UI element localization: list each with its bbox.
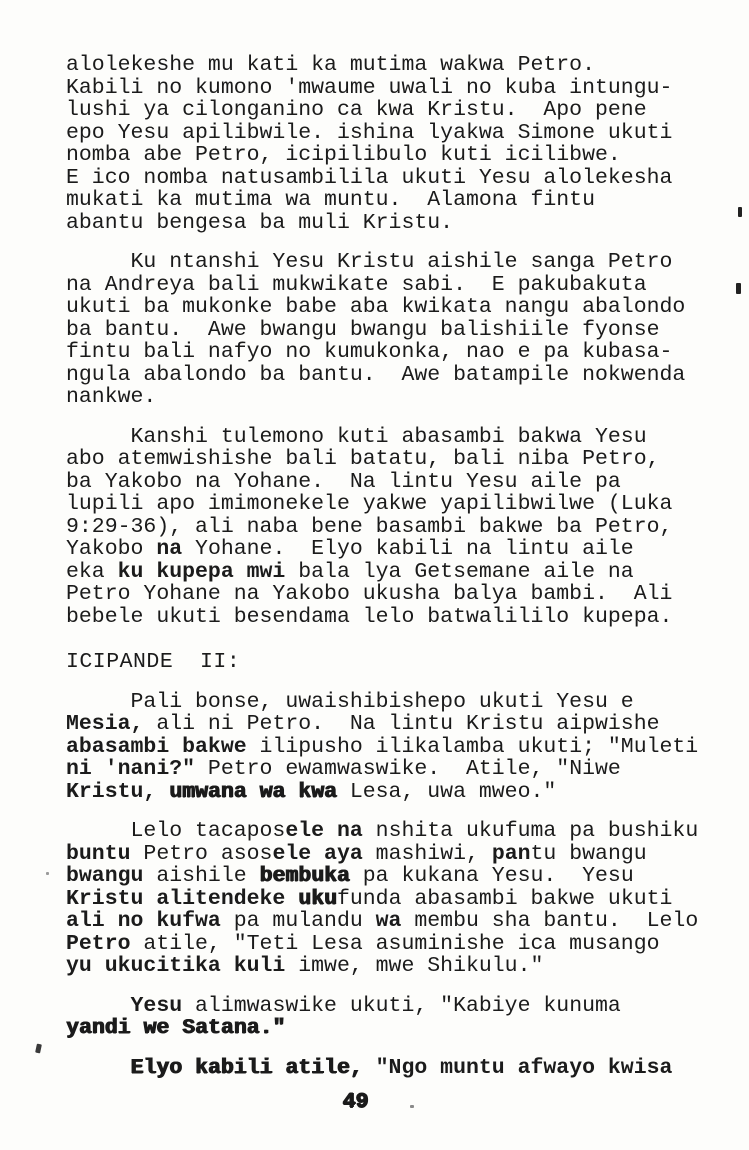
text-segment: fintu bali nafyo no kumukonka, nao e pa kubasa- xyxy=(66,340,673,364)
paragraph xyxy=(66,995,698,1040)
text-segment: Yohane. Elyo kabili na lintu aile xyxy=(182,537,634,561)
text-segment: nomba abe Petro, icipilibulo kuti icilibwe. xyxy=(66,143,621,167)
text-segment: lushi ya cilonganino ca kwa Kristu. Apo pene xyxy=(66,98,647,122)
text-segment: eka xyxy=(66,559,118,584)
text-segment: pan xyxy=(491,841,531,866)
text-segment: Lesa, uwa mweo." xyxy=(336,779,557,804)
text-segment: mukati ka mutima wa muntu. Alamona fintu xyxy=(66,188,595,212)
text-segment: Yakobo xyxy=(66,537,157,561)
text-line xyxy=(66,212,698,235)
text-segment: Petro Yohane na Yakobo ukusha balya bambi. Ali xyxy=(66,582,673,606)
text-line xyxy=(66,955,698,978)
text-segment: alolekeshe mu kati ka mutima wakwa Petro. xyxy=(66,53,595,77)
text-segment: bwangu xyxy=(66,864,144,888)
text-segment: ku kupepa mwi xyxy=(117,559,286,584)
text-line xyxy=(66,583,698,606)
text-segment: epo Yesu apilibwile. ishina lyakwa Simone ukuti xyxy=(66,120,673,145)
text-segment: tu bwangu xyxy=(530,841,647,866)
text-line xyxy=(66,820,698,843)
text-segment: ICIPANDE II: xyxy=(66,650,241,674)
text-segment: ele na xyxy=(285,819,363,843)
text-segment: Lelo tacapos xyxy=(66,819,286,843)
text-segment: imwe, mwe Shikulu." xyxy=(285,954,544,978)
text-segment: Yesu xyxy=(130,993,183,1018)
text-segment: ele aya xyxy=(272,841,363,866)
text-segment: na Andreya bali mukwikate sabi. E pakubakuta xyxy=(66,272,647,297)
text-line xyxy=(66,516,698,539)
text-line xyxy=(66,189,698,212)
text-line xyxy=(66,77,698,100)
text-segment: Kabili no kumono 'mwaume uwali no kuba intungu- xyxy=(66,75,673,100)
text-line xyxy=(66,865,698,888)
text-line xyxy=(66,736,698,759)
text-segment: abantu bengesa ba muli Kristu. xyxy=(66,210,454,235)
text-segment: pa mulandu xyxy=(220,909,376,933)
text-segment: uku xyxy=(298,886,337,911)
paragraph xyxy=(66,426,698,629)
text-segment: bala lya Getsemane aile na xyxy=(285,559,634,584)
text-segment: abasambi bakwe xyxy=(66,734,247,759)
text-line xyxy=(66,493,698,516)
text-segment: aishile xyxy=(143,864,260,888)
text-line xyxy=(66,758,698,781)
text-line xyxy=(66,386,698,409)
paragraph xyxy=(66,820,698,978)
text-segment: ukuti ba mukonke babe aba kwikata nangu abalondo xyxy=(66,295,686,319)
text-segment: ba bantu. Awe bwangu bwangu balishiile fyonse xyxy=(66,317,660,342)
text-segment: atile, "Teti Lesa asuminishe ica musango xyxy=(130,931,660,956)
text-line xyxy=(66,781,698,804)
text-segment: nankwe. xyxy=(66,385,157,409)
text-segment xyxy=(66,994,131,1018)
text-line xyxy=(66,1017,698,1040)
text-line xyxy=(66,251,698,274)
text-segment: umwana wa kwa xyxy=(169,779,337,804)
text-segment: "Ngo muntu afwayo kwisa xyxy=(375,1055,673,1080)
text-segment: E ico nomba natusambilila ukuti Yesu alolekesha xyxy=(66,165,673,190)
text-segment: abo atemwishishe bali batatu, bali niba Petro, xyxy=(66,447,660,471)
text-segment: Ku ntanshi Yesu Kristu aishile sanga Petro xyxy=(66,250,673,274)
text-line xyxy=(66,651,698,674)
text-segment: funda abasambi bakwe ukuti xyxy=(336,886,673,911)
text-segment: Kristu alitendeke xyxy=(66,886,299,911)
text-segment: ba Yakobo na Yohane. Na lintu Yesu aile pa xyxy=(66,469,621,494)
text-line xyxy=(66,713,698,736)
ink-speck xyxy=(736,283,741,294)
text-segment: mashiwi, xyxy=(362,841,492,866)
text-segment: Mesia, xyxy=(66,712,144,736)
text-line xyxy=(66,606,698,629)
text-line xyxy=(66,561,698,584)
ink-speck xyxy=(410,1105,414,1108)
text-line xyxy=(66,341,698,364)
text-segment: yu ukucitika kuli xyxy=(66,954,286,978)
text-segment: pa kukana Yesu. Yesu xyxy=(349,864,634,888)
text-line xyxy=(66,933,698,956)
text-line xyxy=(66,1057,698,1080)
text-line xyxy=(66,99,698,122)
text-line xyxy=(66,426,698,449)
text-line xyxy=(66,691,698,714)
text-segment: membu sha bantu. Lelo xyxy=(401,909,699,933)
text-segment: nshita ukufuma pa bushiku xyxy=(362,819,699,843)
text-segment: 9:29-36), ali naba bene basambi bakwe ba Petro, xyxy=(66,514,673,539)
text-line xyxy=(66,448,698,471)
paragraph xyxy=(66,1057,698,1080)
text-line xyxy=(66,364,698,387)
ink-speck xyxy=(46,872,49,875)
paragraph xyxy=(66,251,698,409)
text-segment: lupili apo imimonekele yakwe yapilibwilwe (Luka xyxy=(66,492,673,516)
text-segment: Petro xyxy=(66,931,131,956)
text-segment xyxy=(66,1056,131,1080)
section-heading xyxy=(66,651,698,674)
paragraph xyxy=(66,691,698,804)
text-segment: na xyxy=(156,537,183,561)
text-segment: yandi we Satana." xyxy=(66,1016,286,1040)
text-line xyxy=(66,319,698,342)
text-segment: Petro asos xyxy=(130,841,273,866)
text-line xyxy=(66,54,698,77)
text-line xyxy=(66,167,698,190)
text-segment: bembuka xyxy=(259,864,350,888)
text-segment: alimwaswike ukuti, "Kabiye kunuma xyxy=(182,993,621,1018)
paragraph xyxy=(66,54,698,234)
text-segment: wa xyxy=(375,909,402,933)
text-line xyxy=(66,910,698,933)
text-segment: Petro ewamwaswike. Atile, "Niwe xyxy=(195,757,621,781)
text-segment: ali no kufwa xyxy=(66,909,221,933)
text-segment: bebele ukuti besendama lelo batwalililo kupepa. xyxy=(66,604,673,629)
text-segment: ilipusho ilikalamba ukuti; "Muleti xyxy=(246,734,699,759)
text-line xyxy=(66,995,698,1018)
document-body xyxy=(66,54,698,1079)
ink-speck xyxy=(35,1044,42,1054)
text-segment: ali ni Petro. Na lintu Kristu aipwishe xyxy=(143,712,660,736)
text-line xyxy=(66,538,698,561)
text-line xyxy=(66,843,698,866)
text-line xyxy=(66,274,698,297)
text-line xyxy=(66,296,698,319)
text-segment: Kanshi tulemono kuti abasambi bakwa Yesu xyxy=(66,424,647,449)
text-line xyxy=(66,471,698,494)
text-segment: ngula abalondo ba bantu. Awe batampile nokwenda xyxy=(66,362,686,387)
text-line xyxy=(66,122,698,145)
page-number: 49 xyxy=(342,1090,369,1114)
text-segment: Pali bonse, uwaishibishepo ukuti Yesu e xyxy=(66,689,634,714)
text-segment: Kristu, xyxy=(66,779,170,804)
text-segment: buntu xyxy=(66,841,131,866)
text-line xyxy=(66,888,698,911)
page-number-row xyxy=(0,1091,749,1114)
ink-speck xyxy=(738,207,742,217)
text-segment: Elyo kabili atile, xyxy=(130,1055,376,1080)
text-segment: ni 'nani?" xyxy=(66,757,196,781)
text-line xyxy=(66,144,698,167)
